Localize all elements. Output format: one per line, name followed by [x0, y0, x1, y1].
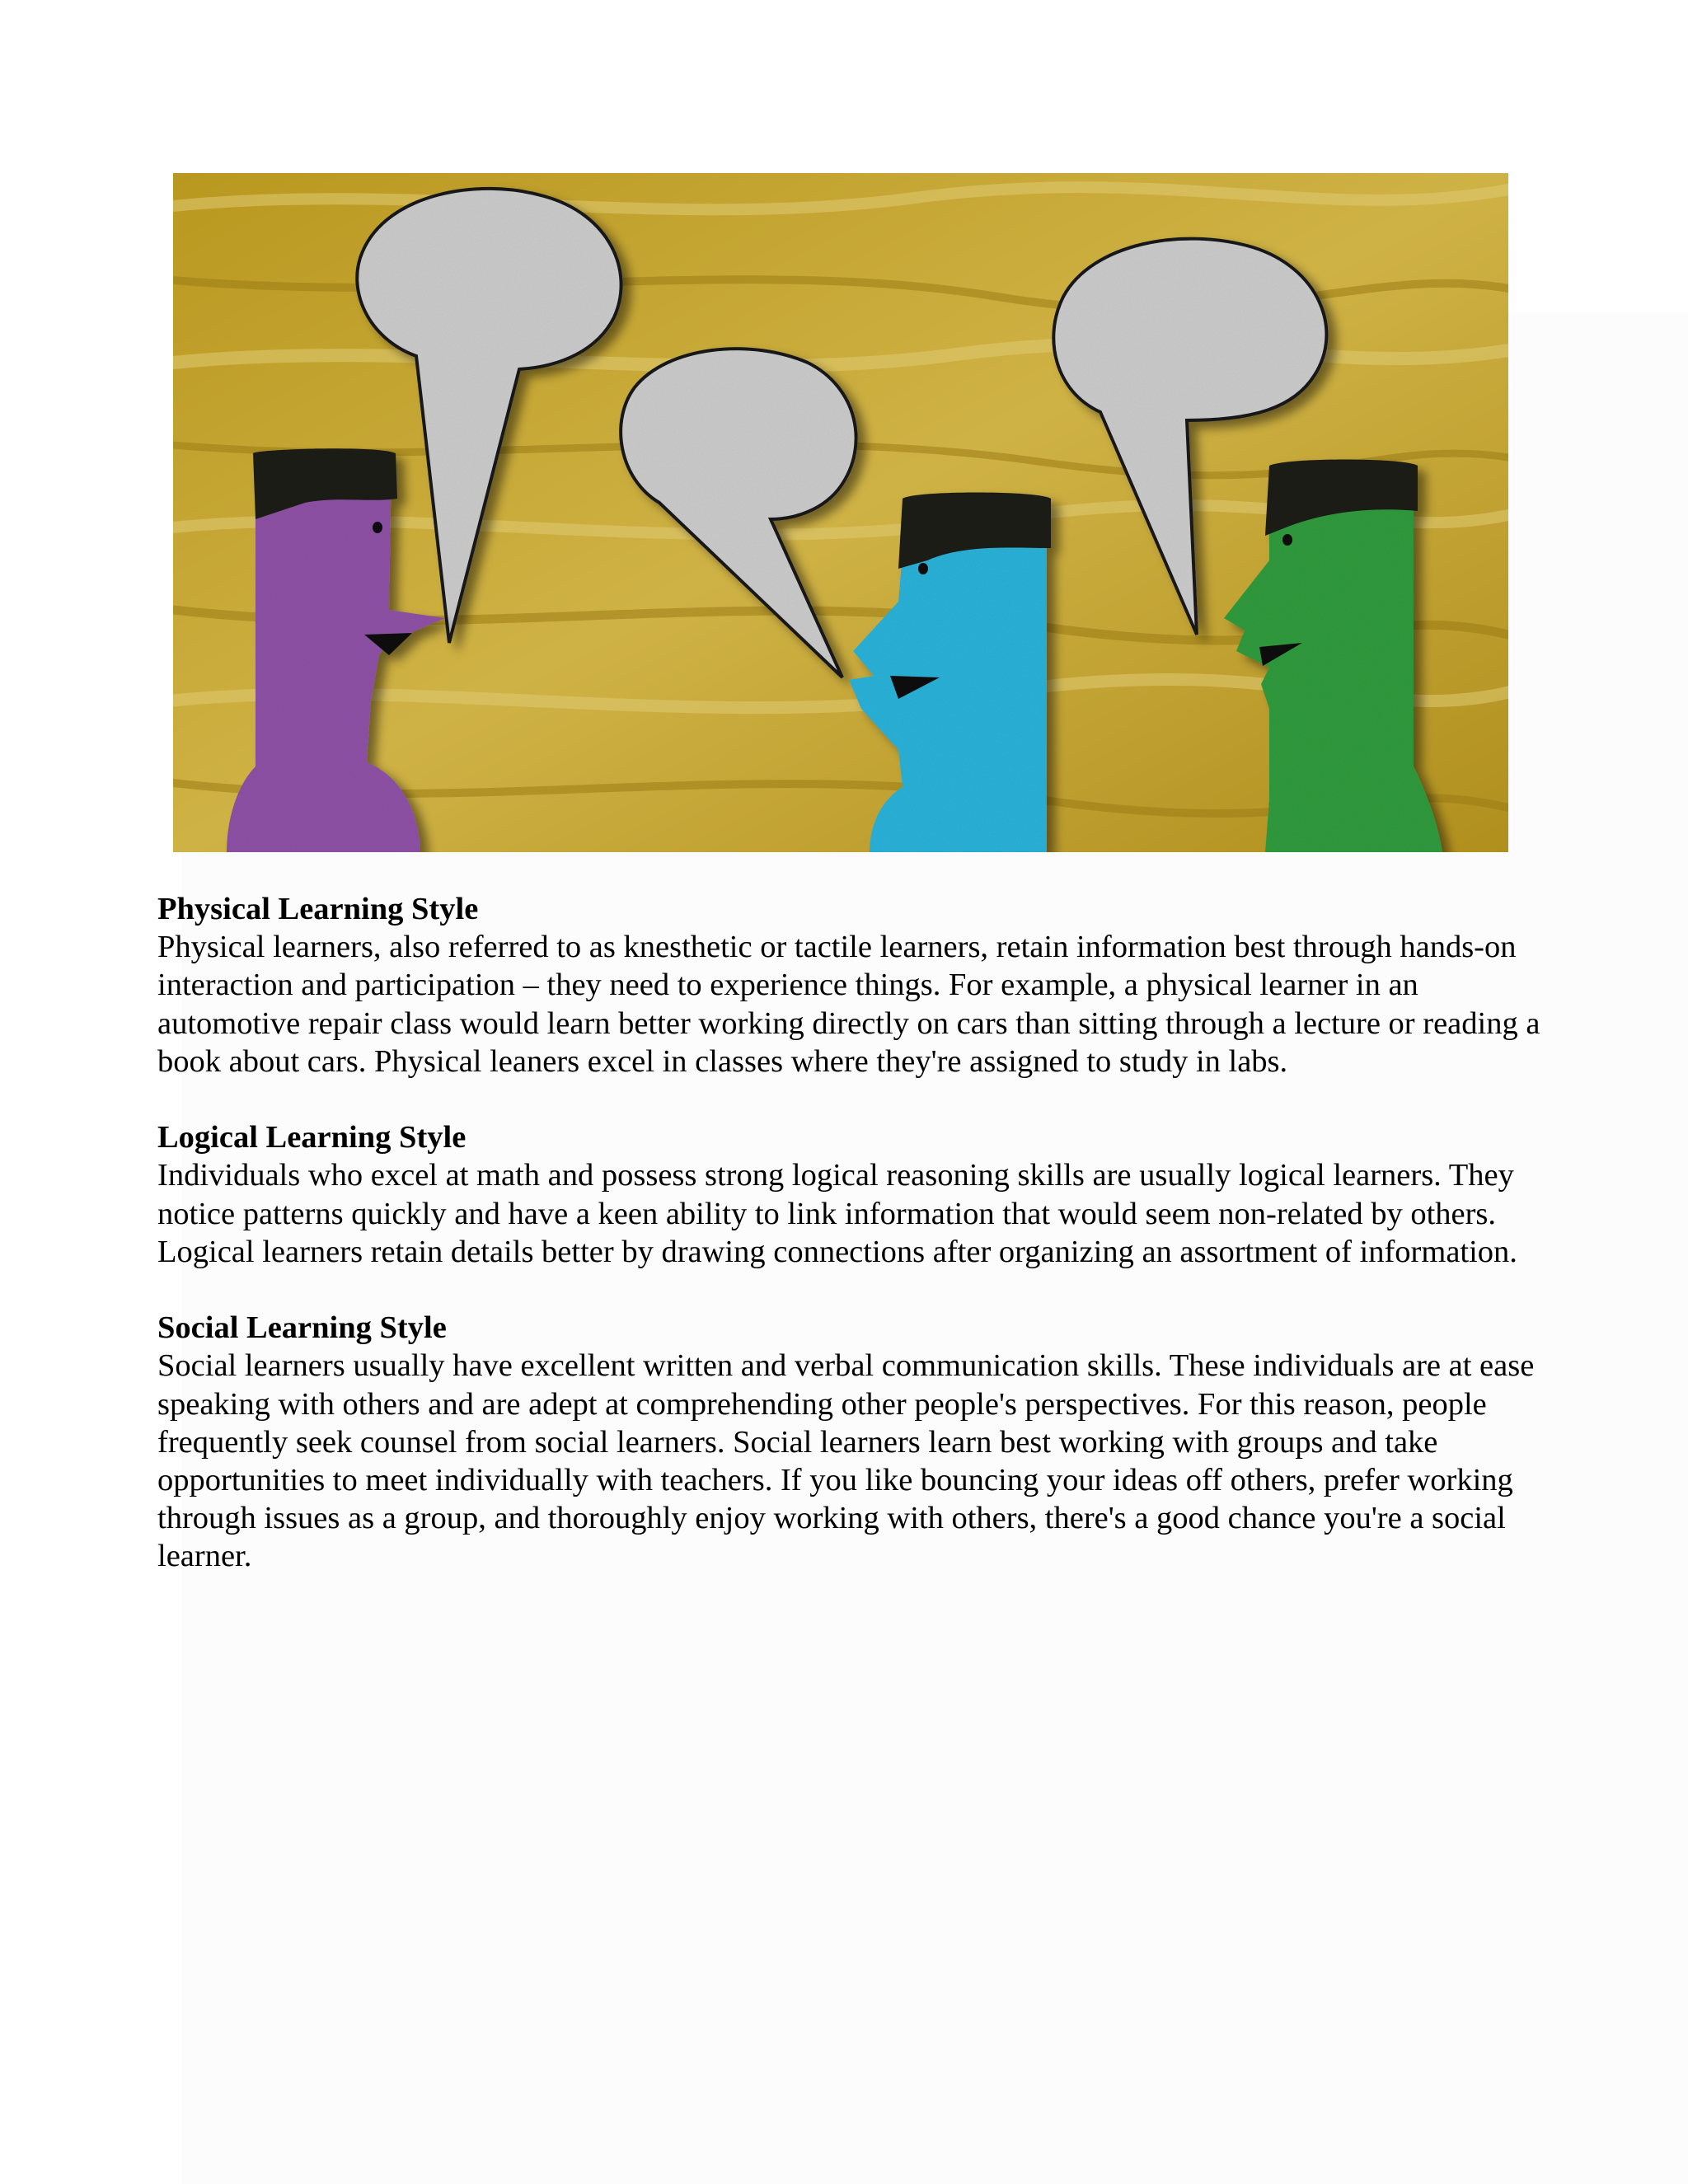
- speech-bubbles-illustration: [173, 173, 1508, 852]
- section-body: Social learners usually have excellent written and verbal communication skills. These individuals are at ease speaking with others and are adept at comprehending other people's perspectives. For this reason, people frequently seek counsel from social learners. Social learners learn best working with groups and take opportunities to meet individually with teachers. If you like bouncing your ideas off others, prefer working through issues as a group, and thoroughly enjoy working with others, there's a good chance you're a social learner.: [157, 1348, 1535, 1574]
- illustration-svg: [173, 173, 1508, 852]
- section-heading: Social Learning Style: [157, 1310, 447, 1346]
- section-body: Individuals who excel at math and possess strong logical reasoning skills are usually logical learners. They notice patterns quickly and have a keen ability to link information that would seem non-related by others. Logical learners retain details better by drawing connections after organizing an assortment of information.: [157, 1158, 1517, 1269]
- article-text: [157, 890, 1542, 1614]
- section-heading: Logical Learning Style: [157, 1120, 467, 1155]
- section-body: Physical learners, also referred to as knesthetic or tactile learners, retain information best through hands-on interaction and participation – they need to experience things. For example, a physical learner in an automotive repair class would learn better working directly on cars than sitting through a lecture or reading a book about cars. Physical leaners excel in classes where they're assigned to study in labs.: [157, 930, 1540, 1079]
- section-social: [157, 1309, 1542, 1575]
- section-heading: Physical Learning Style: [157, 892, 479, 926]
- section-logical: [157, 1118, 1542, 1271]
- section-physical: [157, 890, 1542, 1080]
